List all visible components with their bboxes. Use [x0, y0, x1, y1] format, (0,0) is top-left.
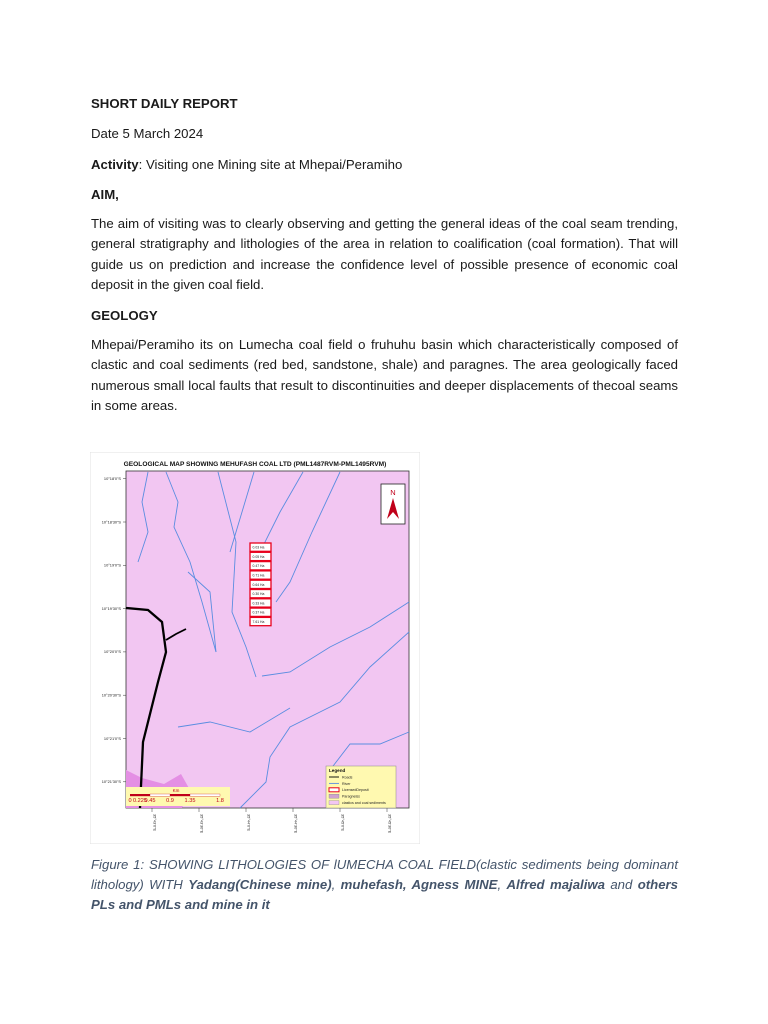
caption-bold-4: others PLs and PMLs and mine in it	[91, 877, 679, 912]
lat-label: 10°21'30"S	[101, 779, 121, 785]
block-label: 0.30 Ha	[252, 592, 265, 597]
block-label: 7.61 Ha	[252, 620, 265, 624]
legend-label: clastics and coal sediments	[342, 801, 386, 805]
block-label: 0.33 Ha	[252, 601, 265, 606]
legend-label: Paragneiss	[342, 794, 360, 799]
report-date: Date 5 March 2024	[91, 126, 204, 141]
scale-label: 1.8	[216, 798, 224, 804]
block-label: 0.05 Ha	[252, 554, 265, 559]
legend-item	[329, 794, 360, 798]
scale-label: 0.225	[133, 798, 147, 804]
caption-part-1: Figure 1: SHOWING LITHOLOGIES OF lUMECHA COAL FIELD(clastic sediments being dominant lithology) WITH	[91, 857, 678, 892]
lat-label: 10°19'0"S	[103, 562, 121, 568]
lon-label: 35°45'30"E	[387, 814, 393, 834]
caption-part-4: and	[604, 877, 638, 892]
geology-heading: GEOLOGY	[91, 308, 158, 323]
caption-bold-1: Yadang(Chinese mine)	[188, 877, 332, 892]
geology-paragraph: Mhepai/Peramiho its on Lumecha coal field o fruhuhu basin which characteristically composed of clastic and coal sediments (red bed, sandstone, shale) and paragnes. The area geologically faced numerous small local faults that result to discontinuities and deeper displacements of thecoal seams in some areas.	[91, 337, 678, 413]
lon-label: 35°45'0"E	[340, 814, 346, 832]
lat-label: 10°18'0"S	[103, 476, 121, 481]
caption-bold-3: Alfred majaliwa	[506, 877, 605, 892]
caption-part-2: ,	[331, 877, 341, 892]
legend-title: Legend	[329, 768, 346, 773]
geological-map	[90, 452, 420, 844]
report-title: SHORT DAILY REPORT	[91, 96, 238, 111]
lon-label: 35°43'30"E	[199, 814, 205, 834]
legend-label: River	[342, 781, 351, 786]
activity-label: Activity	[91, 157, 139, 172]
block-label: 0.37 Ha	[252, 610, 265, 615]
block-label: 0.71 Ha	[252, 573, 265, 578]
caption-bold-2: muhefash, Agness MINE	[340, 877, 498, 892]
lat-label: 10°21'0"S	[103, 735, 121, 741]
caption-part-3: ,	[497, 877, 507, 892]
north-label: N	[390, 488, 396, 497]
scale-label: 0.9	[166, 798, 174, 804]
activity-line	[91, 155, 678, 175]
north-arrow	[381, 484, 405, 524]
figure-caption	[91, 855, 678, 915]
aim-paragraph: The aim of visiting was to clearly observing and getting the general ideas of the coal seam trending, general stratigraphy and lithologies of the area in relation to coalification (coal formation). That will guide us on prediction and increase the confidence level of possible presence of economic coal deposit in the given coal field.	[91, 216, 678, 292]
legend-item	[329, 801, 386, 805]
legend-item	[329, 788, 369, 792]
legend-label: Roads	[342, 775, 353, 780]
lat-label: 10°18'30"S	[101, 519, 121, 525]
scale-label: 0.45	[144, 798, 156, 804]
legend-label: LicensedDeposit	[342, 788, 369, 793]
scale-unit: Km	[172, 788, 180, 793]
scale-label: 0	[128, 798, 132, 804]
lon-label: 35°43'0"E	[152, 814, 158, 832]
activity-text: : Visiting one Mining site at Mhepai/Peramiho	[138, 157, 403, 172]
scale-label: 1.35	[184, 798, 196, 804]
lat-label: 10°20'0"S	[103, 649, 121, 655]
lon-label: 35°44'0"E	[246, 814, 252, 832]
scale-bar	[126, 787, 230, 806]
legend	[326, 766, 396, 808]
map-title: GEOLOGICAL MAP SHOWING MEHUFASH COAL LTD (PML1487RVM-PML1495RVM)	[123, 461, 387, 468]
lat-label: 10°20'30"S	[101, 692, 121, 698]
block-label: 0.64 Ha	[252, 582, 265, 587]
aim-heading: AIM,	[91, 187, 119, 202]
lon-label: 35°44'30"E	[293, 814, 299, 834]
licensed-blocks	[250, 543, 271, 626]
lat-label: 10°19'30"S	[101, 605, 121, 611]
block-label: 0.47 Ha	[252, 564, 265, 569]
block-label: 0.03 Ha	[252, 545, 265, 550]
